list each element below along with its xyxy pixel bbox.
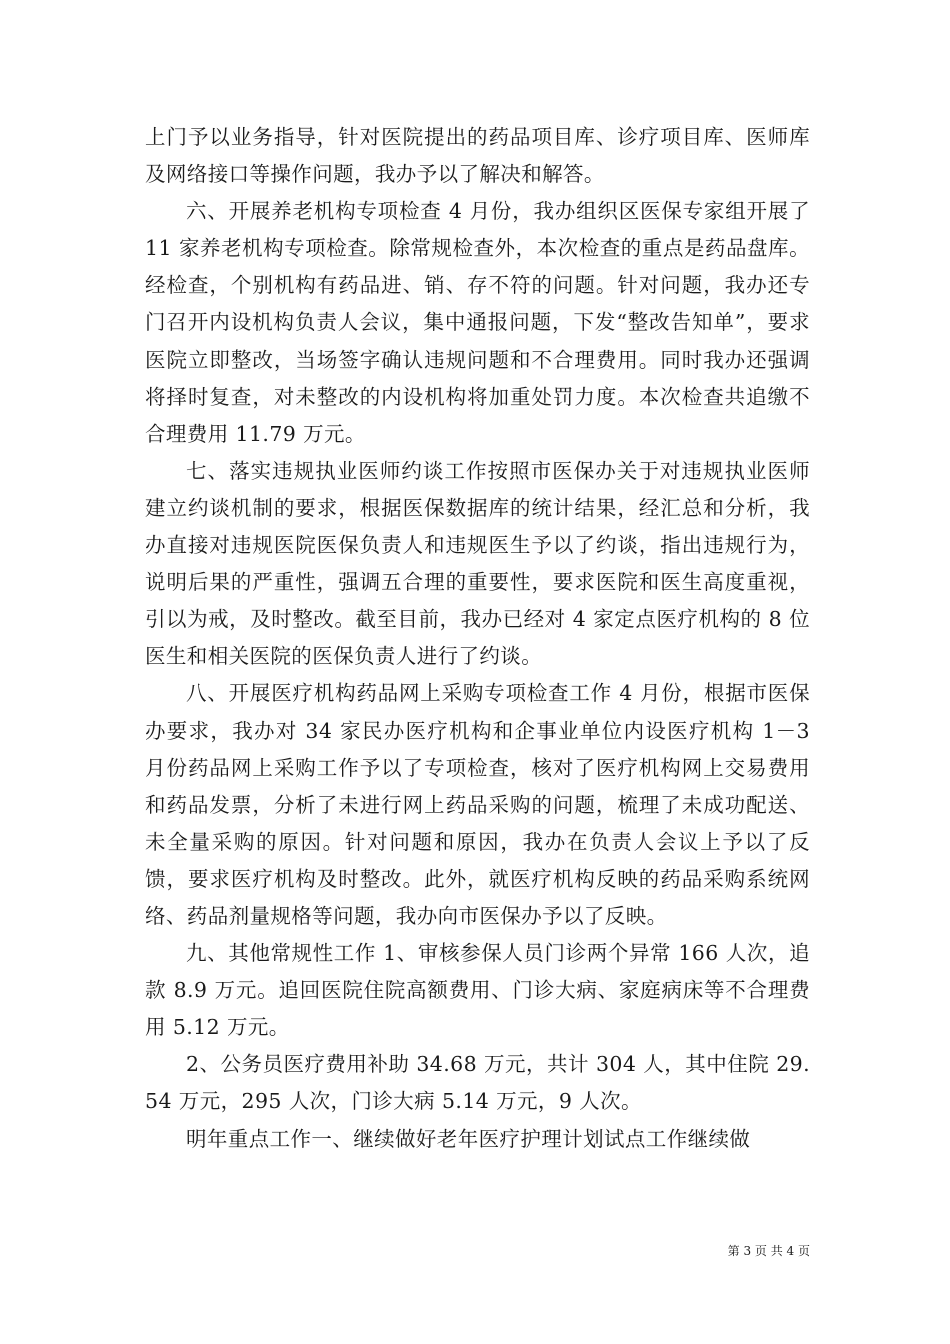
paragraph-7: 明年重点工作一、继续做好老年医疗护理计划试点工作继续做 [186, 1126, 751, 1151]
paragraph-3: 七、落实违规执业医师约谈工作按照市医保办关于对违规执业医师建立约谈机制的要求，根据医保数据库的统计结果，经汇总和分析，我办直接对违规医院医保负责人和违规医生予以了约谈，指出违规行为，说明后果的严重性，强调五合理的重要性，要求医院和医生高度重视，引以为戒，及时整改。截至目前，我办已经对 4 家定点医疗机构的 8 位医生和相关医院的医保负责人进行了约谈。 [145, 458, 810, 669]
paragraph-1: 上门予以业务指导，针对医院提出的药品项目库、诊疗项目库、医师库及网络接口等操作问题，我办予以了解决和解答。 [145, 125, 810, 187]
page-number-footer: 第 3 页 共 4 页 [727, 1244, 810, 1258]
paragraph-2: 六、开展养老机构专项检查 4 月份，我办组织区医保专家组开展了 11 家养老机构专项检查。除常规检查外，本次检查的重点是药品盘库。经检查，个别机构有药品进、销、存不符的问题。针对问题，我办还专门召开内设机构负责人会议，集中通报问题，下发“整改告知单”，要求医院立即整改，当场签字确认违规问题和不合理费用。同时我办还强调将择时复查，对未整改的内设机构将加重处罚力度。本次检查共追缴不合理费用 11.79 万元。 [145, 199, 810, 446]
document-body [145, 119, 810, 1158]
paragraph-5: 九、其他常规性工作 1、审核参保人员门诊两个异常 166 人次，追款 8.9 万元。追回医院住院高额费用、门诊大病、家庭病床等不合理费用 5.12 万元。 [145, 941, 810, 1040]
paragraph-6: 2、公务员医疗费用补助 34.68 万元，共计 304 人，其中住院 29.54 万元，295 人次，门诊大病 5.14 万元，9 人次。 [145, 1052, 810, 1114]
paragraph-4: 八、开展医疗机构药品网上采购专项检查工作 4 月份，根据市医保办要求，我办对 34 家民办医疗机构和企事业单位内设医疗机构 1－3 月份药品网上采购工作予以了专项检查，核对了医疗机构网上交易费用和药品发票，分析了未进行网上药品采购的问题，梳理了未成功配送、未全量采购的原因。针对问题和原因，我办在负责人会议上予以了反馈，要求医疗机构及时整改。此外，就医疗机构反映的药品采购系统网络、药品剂量规格等问题，我办向市医保办予以了反映。 [145, 681, 810, 928]
